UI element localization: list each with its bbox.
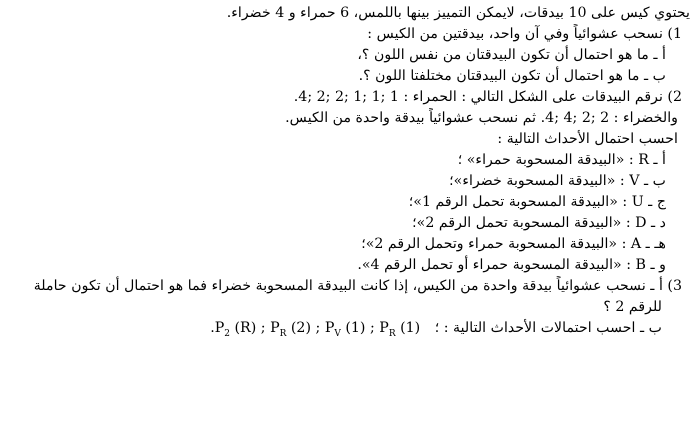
- event-v: ب ـ V : «البيدقة المسحوبة خضراء»؛: [449, 173, 666, 189]
- question-2-line1: نرقم البيدقات على الشكل التالي : الحمراء : 1 ;1 ;1 ;2 ;2 ;4.: [293, 89, 663, 105]
- probability-argument: (2) ;: [286, 320, 321, 336]
- event-d: د ـ D : «البيدقة المسحوبة تحمل الرقم 2»؛: [412, 215, 666, 231]
- question-2-number: 2): [667, 89, 682, 105]
- probability-term: [270, 320, 321, 339]
- probability-subscript: R: [279, 328, 287, 339]
- probability-symbol: P: [324, 320, 335, 336]
- event-r: أ ـ R : «البيدقة المسحوبة حمراء» ؛: [457, 152, 666, 168]
- question-2: [14, 87, 690, 108]
- probability-term: [210, 320, 266, 339]
- probability-formula: [210, 318, 420, 339]
- probability-symbol: .P: [210, 320, 225, 336]
- event-u: ج ـ U : «البيدقة المسحوبة تحمل الرقم 1»؛: [408, 194, 666, 210]
- question-1-number: 1): [667, 26, 682, 42]
- question-3a-line2: للرقم 2 ؟: [603, 299, 662, 315]
- event-a: هـ ـ A : «البيدقة المسحوبة حمراء وتحمل الرقم 2»؛: [361, 236, 666, 252]
- probability-argument: (1) ;: [340, 320, 375, 336]
- question-3b: [14, 318, 690, 339]
- question-3: [14, 276, 690, 297]
- question-1b: ب ـ ما هو احتمال أن تكون البيدقتان مختلفتا اللون ؟.: [358, 68, 666, 84]
- question-1a: أ ـ ما هو احتمال أن تكون البيدقتان من نفس اللون ؟،: [357, 47, 666, 63]
- probability-symbol: P: [270, 320, 280, 336]
- question-1-text: نسحب عشوائياً وفي آن واحد، بيدقتين من الكيس :: [367, 26, 663, 42]
- probability-subscript: V: [334, 328, 341, 339]
- question-1: [14, 24, 690, 45]
- question-3-number: 3): [667, 278, 682, 294]
- question-2-line2: والخضراء : 2 ;2 ;4 ;4. ثم نسحب عشوائياً بيدقة واحدة من الكيس.: [285, 110, 678, 126]
- probability-term: [324, 320, 375, 339]
- probability-argument: (1): [395, 320, 421, 336]
- event-b: و ـ B : «البيدقة المسحوبة حمراء أو تحمل الرقم 4».: [357, 257, 666, 273]
- probability-term: [379, 320, 421, 339]
- question-2-line3: احسب احتمال الأحداث التالية :: [497, 131, 678, 147]
- probability-symbol: P: [379, 320, 389, 336]
- probability-subscript: 2: [224, 328, 230, 339]
- question-3a-line1: أ ـ نسحب عشوائياً بيدقة واحدة من الكيس، إذا كانت البيدقة المسحوبة خضراء فما هو احتمال أن تكون حاملة: [33, 278, 663, 294]
- question-3b-text: ب ـ احسب احتمالات الأحداث التالية : ؛: [434, 320, 662, 336]
- probability-subscript: R: [388, 328, 396, 339]
- probability-argument: (R) ;: [229, 320, 266, 336]
- intro-text: يحتوي كيس على 10 بيدقات، لايمكن التمييز بينها باللمس، 6 حمراء و 4 خضراء.: [226, 5, 690, 21]
